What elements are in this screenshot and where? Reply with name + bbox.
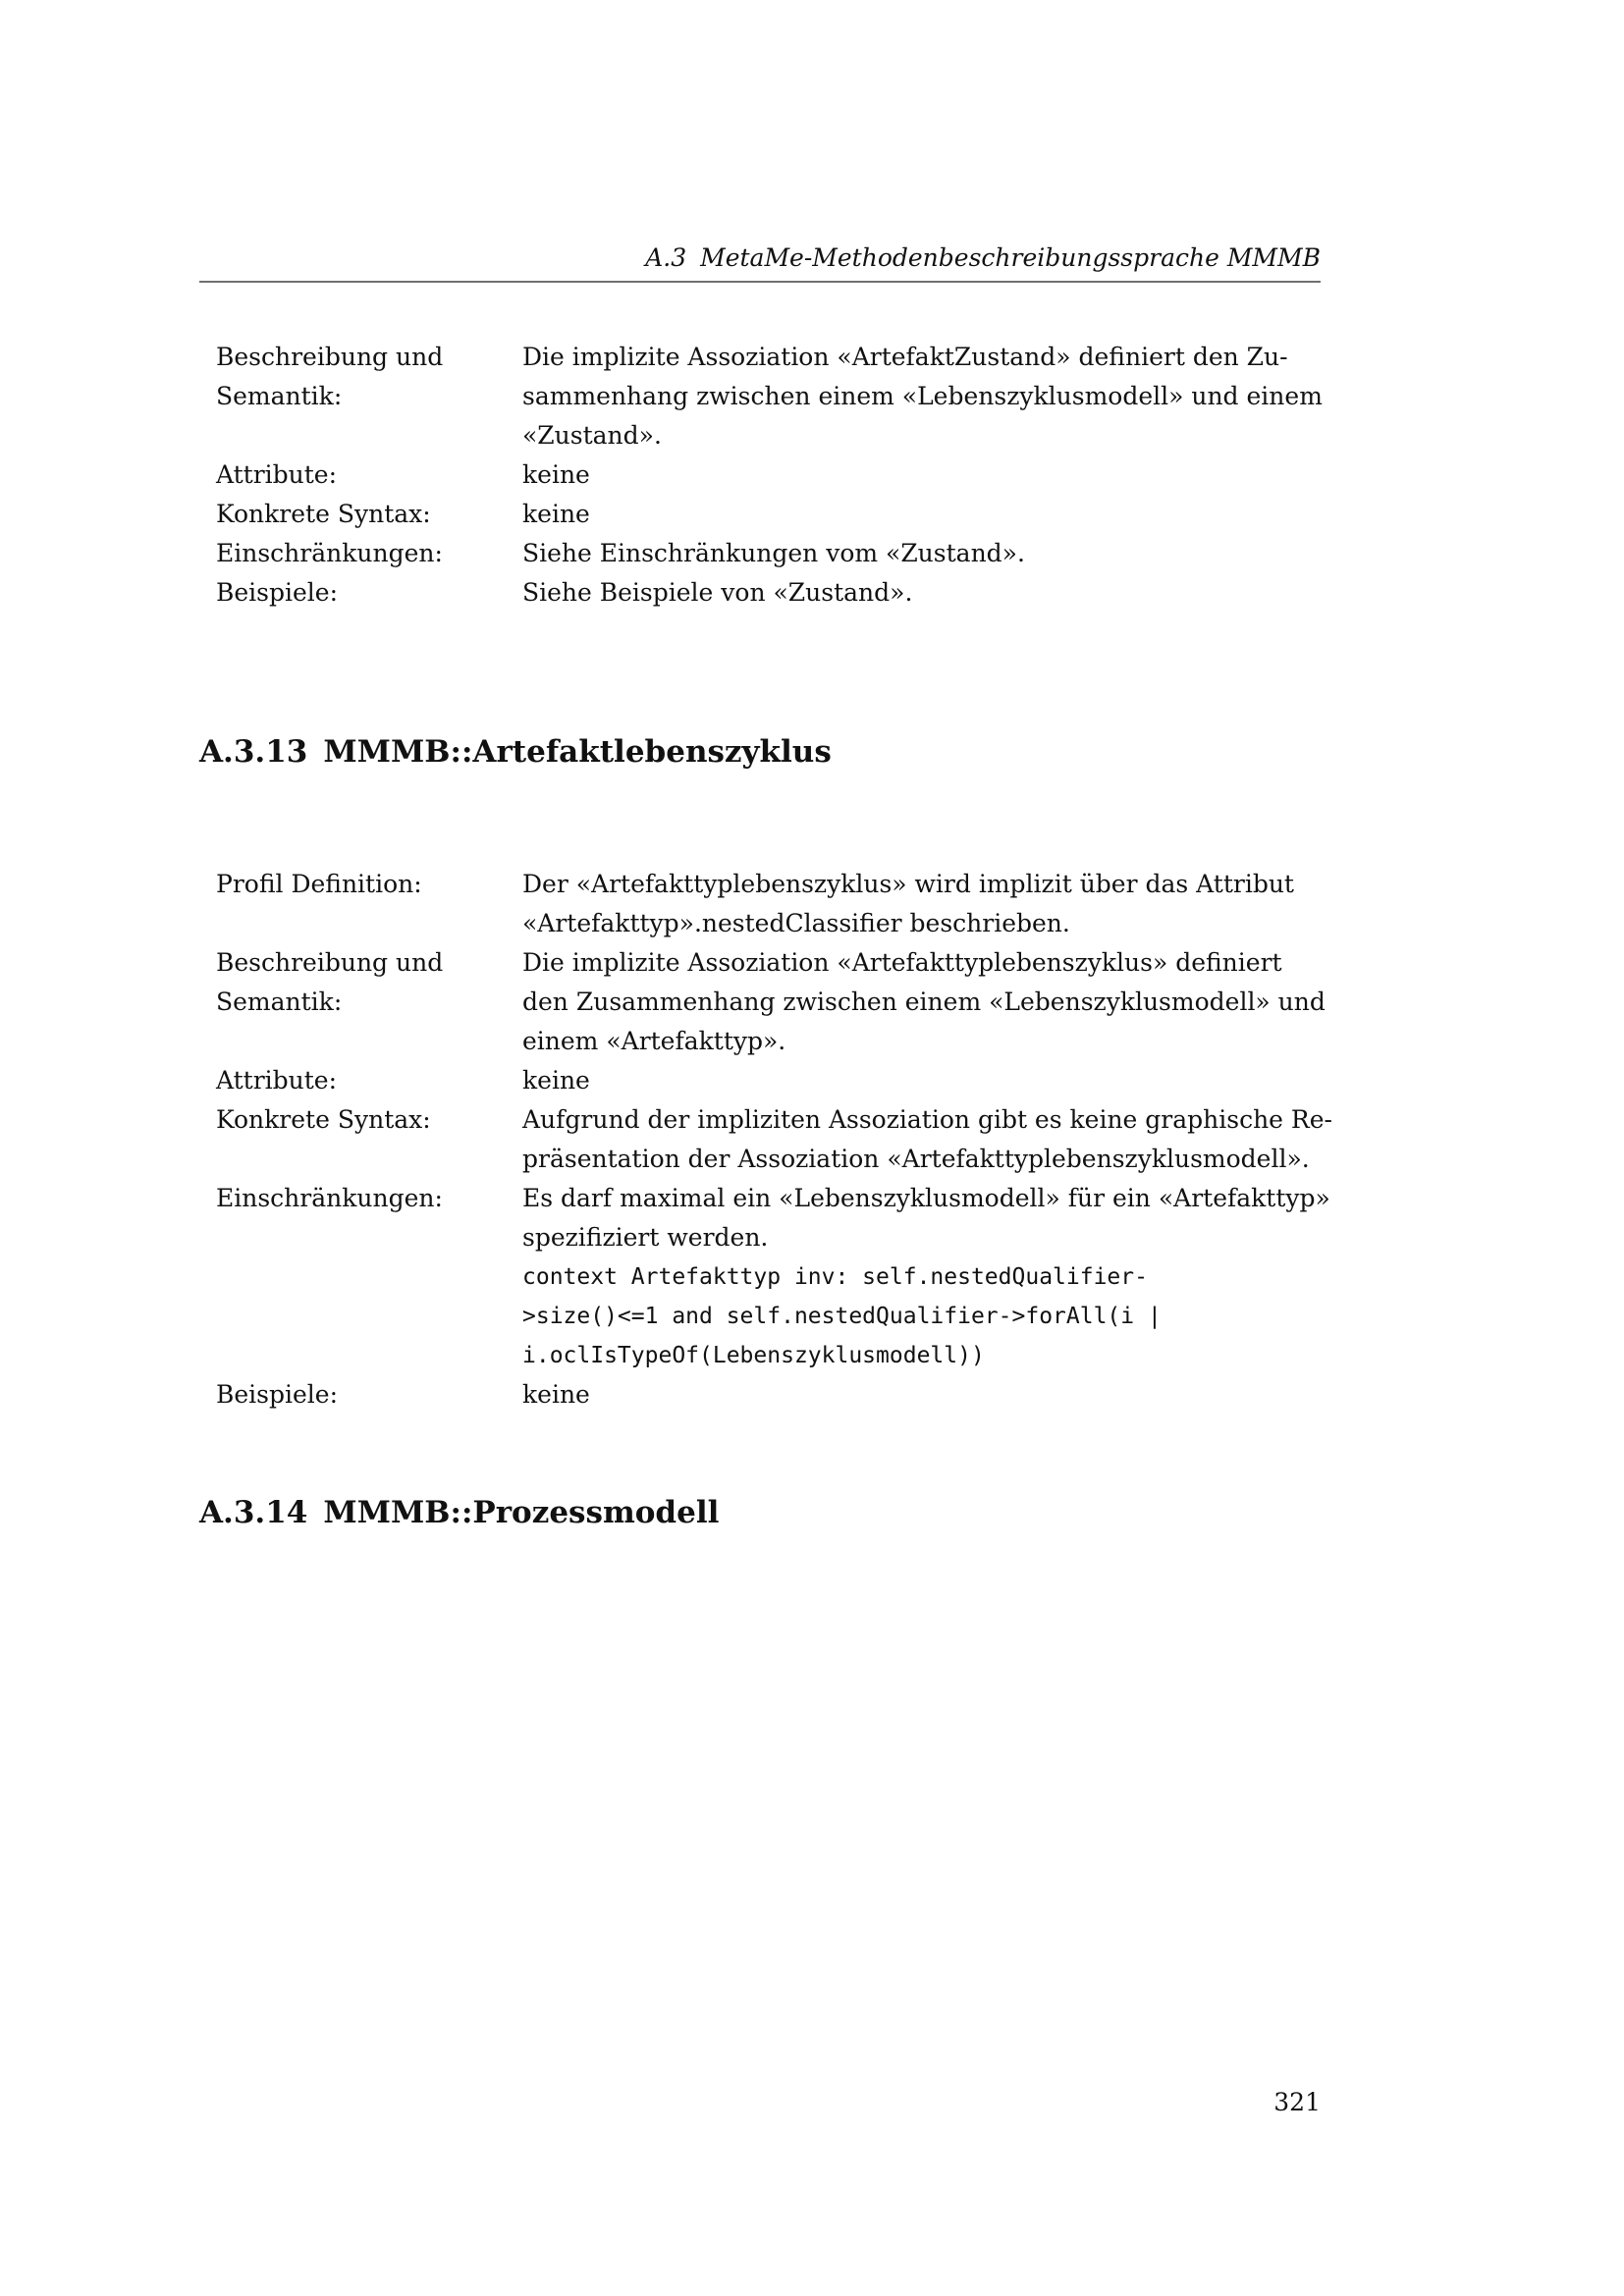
row-value: einem «Artefakttyp». — [522, 1027, 786, 1055]
row-value: «Zustand». — [522, 421, 662, 450]
section-heading-a313 — [199, 732, 832, 772]
header-section-title: MetaMe-Methodenbeschreibungssprache MMMB — [700, 243, 1321, 272]
row-label: Einschränkungen: — [216, 1184, 443, 1212]
row-value: Es darf maximal ein «Lebenszyklusmodell» für ein «Artefakttyp» — [522, 1184, 1330, 1212]
row-value: spezifiziert werden. — [522, 1223, 769, 1252]
section-title: MMMB::Prozessmodell — [323, 1495, 720, 1530]
row-value: Siehe Einschränkungen vom «Zustand». — [522, 539, 1025, 567]
def-row-profil-definition — [216, 865, 1355, 943]
def-row-konkrete-syntax — [216, 1100, 1355, 1179]
def-row-beschreibung — [216, 943, 1355, 1061]
definition-table-1 — [216, 338, 1355, 613]
row-label: Semantik: — [216, 988, 343, 1016]
row-value: Der «Artefakttyplebenszyklus» wird implizit über das Attribut — [522, 870, 1294, 898]
row-value: keine — [522, 500, 590, 528]
running-header — [199, 241, 1321, 283]
row-label: Konkrete Syntax: — [216, 1105, 431, 1134]
ocl-constraint-line: >size()<=1 and self.nestedQualifier->forAll(i | — [522, 1304, 1162, 1329]
definition-table-2 — [216, 865, 1355, 1415]
row-label: Attribute: — [216, 460, 338, 489]
row-value: keine — [522, 1380, 590, 1409]
section-number: A.3.14 — [199, 1495, 308, 1530]
row-value: «Artefakttyp».nestedClassifier beschrieben. — [522, 909, 1070, 937]
row-label: Beispiele: — [216, 578, 338, 607]
def-row-beschreibung — [216, 338, 1355, 455]
def-row-attribute — [216, 455, 1355, 495]
section-heading-a314 — [199, 1493, 719, 1532]
row-value: sammenhang zwischen einem «Lebenszyklusmodell» und einem — [522, 382, 1323, 410]
section-title: MMMB::Artefaktlebenszyklus — [323, 734, 832, 770]
row-label: Konkrete Syntax: — [216, 500, 431, 528]
row-label: Beschreibung und — [216, 343, 444, 371]
def-row-attribute — [216, 1061, 1355, 1100]
header-section-number: A.3 — [645, 243, 687, 272]
ocl-constraint-line: i.oclIsTypeOf(Lebenszyklusmodell)) — [522, 1343, 985, 1368]
def-row-beispiele — [216, 573, 1355, 613]
row-label: Einschränkungen: — [216, 539, 443, 567]
row-value: Die implizite Assoziation «ArtefaktZustand» definiert den Zu- — [522, 343, 1288, 371]
def-row-konkrete-syntax — [216, 495, 1355, 534]
row-label: Attribute: — [216, 1066, 338, 1095]
row-label: Beschreibung und — [216, 948, 444, 977]
def-row-einschraenkungen — [216, 1179, 1355, 1375]
row-value: den Zusammenhang zwischen einem «Lebenszyklusmodell» und — [522, 988, 1326, 1016]
row-label: Beispiele: — [216, 1380, 338, 1409]
page-number: 321 — [1273, 2088, 1321, 2116]
row-value: Aufgrund der impliziten Assoziation gibt es keine graphische Re- — [522, 1105, 1332, 1134]
row-value: keine — [522, 460, 590, 489]
row-value: Siehe Beispiele von «Zustand». — [522, 578, 913, 607]
section-number: A.3.13 — [199, 734, 308, 770]
row-value: Die implizite Assoziation «Artefakttyplebenszyklus» definiert — [522, 948, 1282, 977]
row-label: Profil Definition: — [216, 870, 422, 898]
def-row-einschraenkungen — [216, 534, 1355, 573]
row-value: keine — [522, 1066, 590, 1095]
row-value: präsentation der Assoziation «Artefakttyplebenszyklusmodell». — [522, 1145, 1310, 1173]
def-row-beispiele — [216, 1375, 1355, 1415]
row-label: Semantik: — [216, 382, 343, 410]
ocl-constraint-line: context Artefakttyp inv: self.nestedQualifier- — [522, 1264, 1148, 1290]
